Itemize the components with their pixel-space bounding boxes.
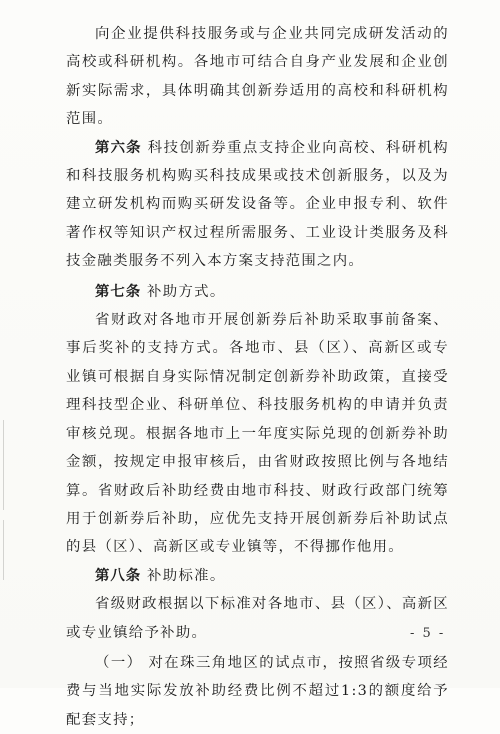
binding-mark bbox=[3, 420, 7, 510]
paragraph-text: 向企业提供科技服务或与企业共同完成研发活动的高校或科研机构。各地市可结合自身产业发展和企业创新实际需求，具体明确其创新券适用的高校和科研机构范围。 bbox=[66, 26, 449, 128]
article-7-paragraph bbox=[66, 278, 449, 306]
article-heading: 第七条 bbox=[95, 283, 142, 300]
paragraph-text: 科技创新券重点支持企业向高校、科研机构和科技服务机构购买科技成果或技术创新服务，以及为建立研发机构而购买研发设备等。企业申报专利、软件著作权等知识产权过程所需服务、工业设计类服务及科技金融类服务不列入本方案支持范围之内。 bbox=[66, 139, 449, 270]
document-body bbox=[66, 20, 449, 734]
article-heading: 第六条 bbox=[95, 139, 142, 156]
paragraph-text: （一） 对在珠三角地区的试点市，按照省级专项经费与当地实际发放补助经费比例不超过1:3的额度给予配套支持； bbox=[66, 654, 449, 728]
paragraph-text: 补助方式。 bbox=[141, 283, 226, 300]
list-item-1-paragraph bbox=[66, 649, 449, 734]
binding-mark bbox=[3, 520, 7, 580]
article-8-paragraph bbox=[66, 562, 449, 590]
paragraph-text: 补助标准。 bbox=[141, 567, 226, 584]
paragraph-text: 省财政对各地市开展创新券后补助采取事前备案、事后奖补的支持方式。各地市、县（区）、高新区或专业镇可根据自身实际情况制定创新券补助政策，直接受理科技型企业、科研单位、科技服务机构的申请并负责审核兑现。根据各地市上一年度实际兑现的创新券补助金额，按规定申报审核后，由省财政按照比例与各地结算。省财政后补助经费由地市科技、财政行政部门统筹用于创新券后补助，应优先支持开展创新券后补助试点的县（区）、高新区或专业镇等，不得挪作他用。 bbox=[66, 312, 449, 556]
subsidy-standard-paragraph bbox=[66, 590, 449, 647]
article-heading: 第八条 bbox=[95, 567, 142, 584]
page-number: - 5 - bbox=[410, 626, 446, 641]
paragraph-continued bbox=[66, 20, 449, 134]
subsidy-method-paragraph bbox=[66, 306, 449, 562]
article-6-paragraph bbox=[66, 134, 449, 276]
paragraph-text: 省级财政根据以下标准对各地市、县（区）、高新区或专业镇给予补助。 bbox=[66, 596, 449, 641]
